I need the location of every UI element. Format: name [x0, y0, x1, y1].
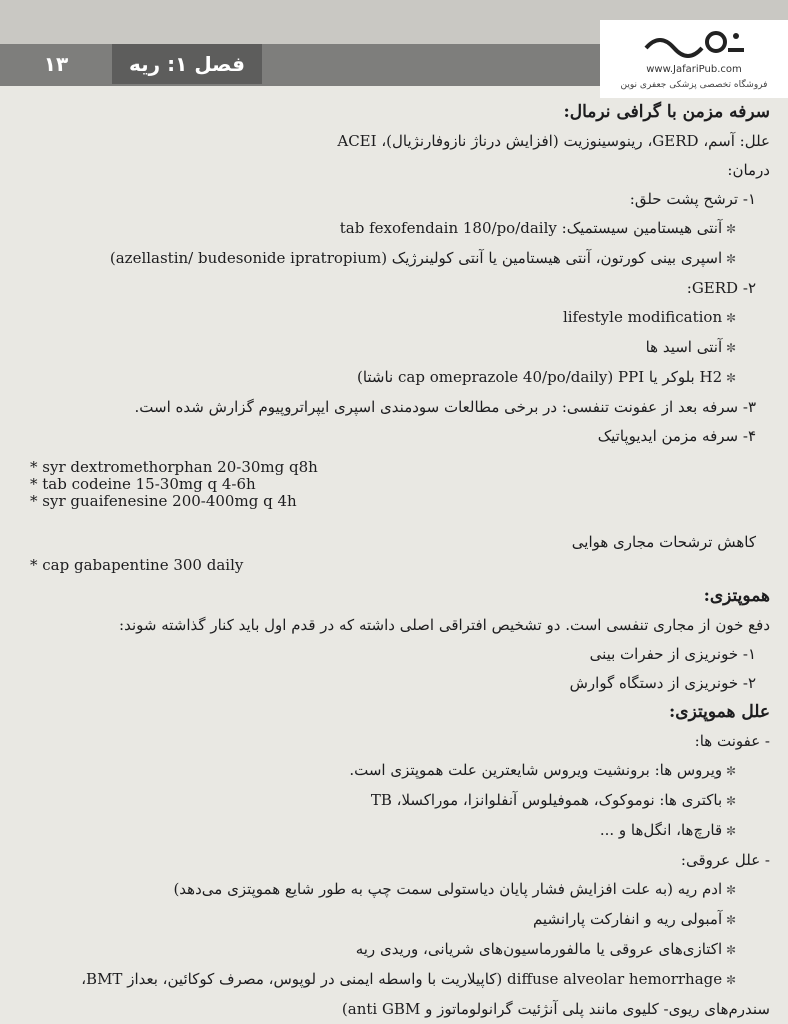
continuation-line: سندرم‌های ریوی- کلیوی مانند پلی آنژئیت گرانولوماتوز و anti GBM) — [341, 1000, 770, 1018]
list-item: ۱- خونریزی از حفرات بینی — [589, 645, 756, 663]
chapter-title: فصل ۱: ریه — [112, 44, 262, 84]
star-bullet-icon: ✼ — [722, 341, 736, 355]
vascular-label: - علل عروقی: — [680, 851, 770, 869]
drug-line: * cap gabapentine 300 daily — [30, 556, 244, 574]
star-bullet-icon: ✼ — [722, 794, 736, 808]
drug-line: * syr dextromethorphan 20-30mg q8h — [30, 458, 318, 476]
list-item: ۲- خونریزی از دستگاه گوارش — [569, 674, 756, 692]
list-item: ✼ اکتازی‌های عروقی یا مالفورماسیون‌های شریانی، وریدی ریه — [355, 940, 736, 958]
list-item: ✼ باکتری ها: نوموکوک، هموفیلوس آنفلوانزا، موراکسلا، TB — [370, 791, 736, 809]
infections-label: - عفونت ها: — [694, 732, 770, 750]
star-bullet-icon: ✼ — [722, 252, 736, 266]
post-infection-item: ۳- سرفه بعد از عفونت تنفسی: در برخی مطالعات سودمندی اسپری ایپراتروپیوم گزارش شده است. — [134, 398, 756, 416]
star-bullet-icon: ✼ — [722, 943, 736, 957]
gerd-item: ۲- GERD: — [686, 279, 756, 297]
list-item: ✼ lifestyle modification — [562, 308, 736, 326]
list-item: ✼ قارچ‌ها، انگل‌ها و ... — [599, 821, 736, 839]
page-number: ۱۳ — [43, 52, 69, 76]
list-item: ✼ آنتی اسید ها — [645, 338, 736, 356]
list-item: ✼ آمبولی ریه و انفارکت پارانشیم — [532, 910, 736, 928]
list-item: ✼ اسپری بینی کورتون، آنتی هیستامین یا آنتی کولینرژیک (azellastin/ budesonide ipratropium) — [109, 249, 736, 267]
list-item: ✼ ادم ریه (به علت افزایش فشار پایان دیاستولی سمت چپ به طور شایع هموپتزی می‌دهد) — [173, 880, 736, 898]
causes-line: علل: آسم، GERD، رینوسینوزیت (افزایش درناژ نازوفارنژیال)، ACEI — [337, 132, 770, 150]
reduce-secretions-line: کاهش ترشحات مجاری هوایی — [571, 533, 756, 551]
idiopathic-item: ۴- سرفه مزمن ایدیوپاتیک — [597, 427, 756, 445]
star-bullet-icon: ✼ — [722, 913, 736, 927]
jafari-logo-icon — [640, 28, 748, 62]
section-heading-chronic-cough: سرفه مزمن با گرافی نرمال: — [563, 102, 770, 122]
postnasal-drip-item: ۱- ترشح پشت حلق: — [629, 190, 756, 208]
list-item: ✼ diffuse alveolar hemorrhage (کاپیلاریت با واسطه ایمنی در لوپوس، مصرف کوکائین، بعداز BMT، — [81, 970, 736, 988]
star-bullet-icon: ✼ — [722, 371, 736, 385]
page-content — [30, 98, 770, 1024]
hemoptysis-definition: دفع خون از مجاری تنفسی است. دو تشخیص افتراقی اصلی داشته که در قدم اول باید کنار گذاشته شوند: — [119, 616, 770, 634]
star-bullet-icon: ✼ — [722, 311, 736, 325]
star-bullet-icon: ✼ — [722, 764, 736, 778]
star-bullet-icon: ✼ — [722, 824, 736, 838]
publisher-logo — [600, 20, 788, 98]
drug-line: * tab codeine 15-30mg q 4-6h — [30, 475, 256, 493]
list-item: ✼ آنتی هیستامین سیستمیک: tab fexofendain 180/po/daily — [339, 219, 736, 237]
logo-subtitle: فروشگاه تخصصی پزشکی جعفری نوین — [620, 80, 768, 90]
drug-line: * syr guaifenesine 200-400mg q 4h — [30, 492, 297, 510]
list-item: ✼ ویروس ها: برونشیت ویروس شایعترین علت هموپتزی است. — [349, 761, 736, 779]
logo-url: www.JafariPub.com — [646, 64, 742, 75]
treatment-label: درمان: — [727, 161, 770, 179]
star-bullet-icon: ✼ — [722, 222, 736, 236]
section-heading-hemoptysis-causes: علل هموپتزی: — [669, 702, 770, 722]
star-bullet-icon: ✼ — [722, 973, 736, 987]
list-item: ✼ H2 بلوکر یا PPI (cap omeprazole 40/po/daily ناشتا) — [356, 368, 736, 386]
star-bullet-icon: ✼ — [722, 883, 736, 897]
section-heading-hemoptysis: هموپتزی: — [703, 586, 770, 606]
